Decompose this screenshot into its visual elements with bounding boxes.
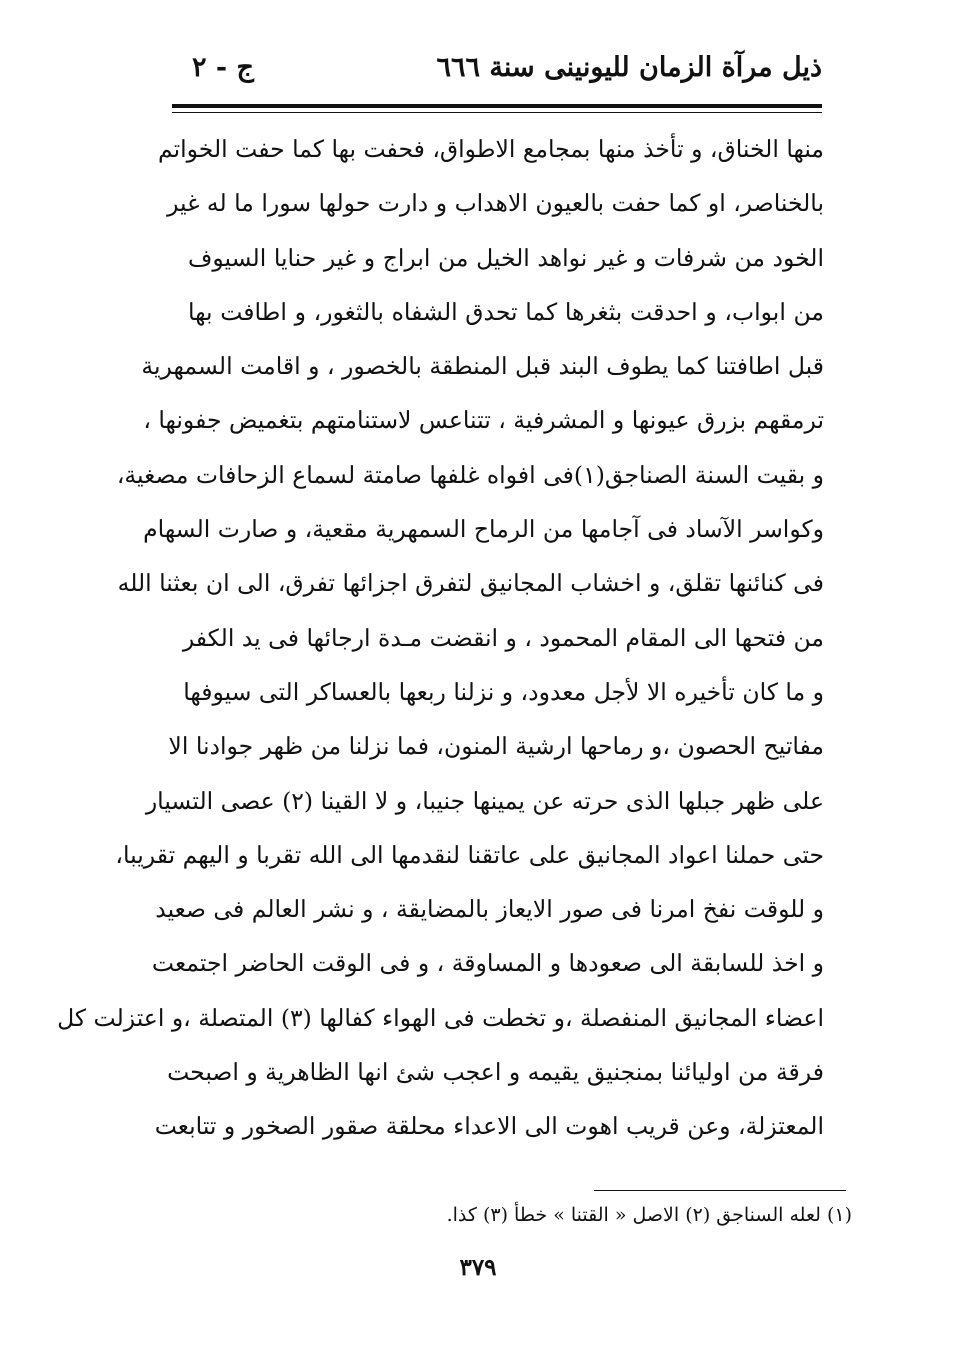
body-text xyxy=(57,122,824,1154)
text-line: و اخذ للسابقة الى صعودها و المساوقة ، و فى الوقت الحاضر اجتمعت xyxy=(151,949,824,978)
text-line: حتى حملنا اعواد المجانيق على عاتقنا لنقدمها الى الله تقربا و اليهم تقريبا، xyxy=(115,840,824,869)
page-number: ٣٧٩ xyxy=(459,1254,497,1281)
text-line: من فتحها الى المقام المحمود ، و انقضت مـدة ارجائها فى يد الكفر xyxy=(182,623,824,652)
text-line: وكواسر الآساد فى آجامها من الرماح السمهرية مقعية، و صارت السهام xyxy=(143,515,824,544)
text-line: و ما كان تأخيره الا لأجل معدود، و نزلنا ربعها بالعساكر التى سيوفها xyxy=(183,677,824,706)
text-line: بالخناصر، او كما حفت بالعيون الاهداب و دارت حولها سورا ما له غير xyxy=(167,189,824,218)
running-title: ذيل مرآة الزمان لليونينى سنة ٦٦٦ xyxy=(436,52,822,83)
text-line: فى كنائنها تقلق، و اخشاب المجانيق لتفرق اجزائها تفرق، الى ان بعثنا الله xyxy=(117,569,824,598)
volume-indicator: ج - ٢ xyxy=(192,52,254,83)
header-rule-thin xyxy=(172,112,822,113)
text-line: ترمقهم بزرق عيونها و المشرفية ، تتناعس لاستنامتهم بتغميض جفونها ، xyxy=(143,406,824,435)
text-line: من ابواب، و احدقت بثغرها كما تحدق الشفاه بالثغور، و اطافت بها xyxy=(188,297,824,326)
text-line: و للوقت نفخ امرنا فى صور الايعاز بالمضايقة ، و نشر العالم فى صعيد xyxy=(155,895,824,924)
text-line: اعضاء المجانيق المنفصلة ،و تخطت فى الهواء كفالها (٣) المتصلة ،و اعتزلت كل xyxy=(57,1003,824,1032)
text-line: على ظهر جبلها الذى حرته عن يمينها جنيبا، و لا القينا (٢) عصى التسيار xyxy=(145,786,824,815)
text-line: الخود من شرفات و غير نواهد الخيل من ابراج و غير حنايا السيوف xyxy=(188,243,824,272)
text-line: المعتزلة، وعن قريب اهوت الى الاعداء محلقة صقور الصخور و تتابعت xyxy=(154,1112,824,1141)
footnote: (١) لعله السناجق (٢) الاصل « القتنا » خطأ (٣) كذا. xyxy=(446,1204,852,1226)
text-line: مفاتيح الحصون ،و رماحها ارشية المنون، فما نزلنا من ظهر جوادنا الا xyxy=(168,732,824,761)
text-line: فرقة من اوليائنا بمنجنيق يقيمه و اعجب شئ انها الظاهرية و اصبحت xyxy=(167,1058,824,1087)
header-rule-thick xyxy=(172,104,822,108)
footnote-rule xyxy=(594,1190,846,1191)
text-line: و بقيت السنة الصناجق(١)فى افواه غلفها صامتة لسماع الزحافات مصغية، xyxy=(116,460,824,489)
page-header xyxy=(172,52,822,96)
text-line: قبل اطافتنا كما يطوف البند قبل المنطقة بالخصور ، و اقامت السمهرية xyxy=(141,352,824,381)
text-line: منها الخناق، و تأخذ منها بمجامع الاطواق، فحفت بها كما حفت الخواتم xyxy=(157,135,824,163)
